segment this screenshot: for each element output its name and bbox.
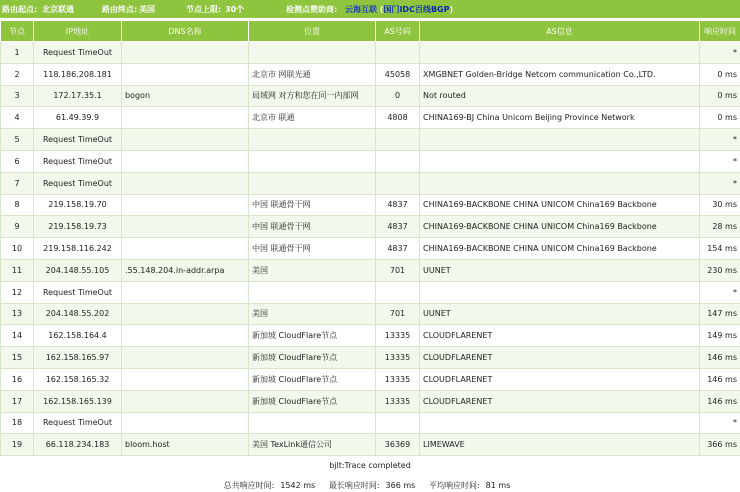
response-time-cell: 0 ms [700,85,740,107]
as-number-cell [376,281,420,303]
location-cell [249,172,376,194]
table-row [1,325,740,347]
table-header-row [1,21,740,42]
ip-cell: 219.158.116.242 [34,238,122,260]
ip-cell: 162.158.165.97 [34,347,122,369]
dns-cell [122,281,249,303]
location-cell: 中国 联通骨干网 [249,194,376,216]
table-row [1,172,740,194]
avg-time-label: 平均响应时间: [428,481,480,490]
hop-cell: 5 [1,129,34,151]
trace-status: bjlt:Trace completed [329,461,411,470]
location-cell: 新加坡 CloudFlare节点 [249,368,376,390]
max-time-value: 366 ms [385,481,416,490]
dns-cell [122,172,249,194]
sponsor-open: ( [379,5,384,14]
dns-cell: bogon [122,85,249,107]
ip-cell: 162.158.164.4 [34,325,122,347]
dns-cell [122,325,249,347]
ip-cell: 204.148.55.202 [34,303,122,325]
col-hop: 节点 [1,21,34,42]
hop-cell: 15 [1,347,34,369]
col-as-info: AS信息 [420,21,700,42]
dns-cell: .55.148.204.in-addr.arpa [122,259,249,281]
location-cell [249,42,376,64]
hop-cell: 12 [1,281,34,303]
as-number-cell: 4837 [376,216,420,238]
location-cell [249,129,376,151]
as-info-cell: CLOUDFLARENET [420,390,700,412]
table-row [1,412,740,434]
response-time-cell: 154 ms [700,238,740,260]
as-info-cell: XMGBNET Golden-Bridge Netcom communication Co.,LTD. [420,63,700,85]
hop-cell: 18 [1,412,34,434]
as-info-cell [420,172,700,194]
location-cell [249,281,376,303]
as-info-cell [420,281,700,303]
col-ip: IP地址 [34,21,122,42]
as-number-cell: 701 [376,259,420,281]
as-number-cell: 36369 [376,434,420,456]
dns-cell [122,390,249,412]
response-time-cell: 147 ms [700,303,740,325]
hop-cell: 2 [1,63,34,85]
dns-cell [122,194,249,216]
total-time-label: 总共响应时间: [223,481,275,490]
dns-cell [122,150,249,172]
as-info-cell [420,42,700,64]
hops-label: 节点上限: [186,5,222,14]
hop-cell: 13 [1,303,34,325]
origin-value: 北京联通 [42,5,74,14]
trace-table [0,20,740,456]
location-cell: 局域网 对方和您在同一内部网 [249,85,376,107]
sponsor-link[interactable]: 云海互联 [345,5,377,14]
col-response-time: 响应时间 [700,21,740,42]
location-cell: 新加坡 CloudFlare节点 [249,390,376,412]
table-row [1,85,740,107]
hop-cell: 1 [1,42,34,64]
location-cell: 中国 联通骨干网 [249,216,376,238]
dns-cell [122,303,249,325]
as-number-cell: 4837 [376,238,420,260]
as-info-cell: CHINA169-BACKBONE CHINA UNICOM China169 Backbone [420,216,700,238]
table-row [1,390,740,412]
hop-cell: 8 [1,194,34,216]
hop-cell: 3 [1,85,34,107]
dest-label: 路由终点: [102,5,138,14]
hop-cell: 7 [1,172,34,194]
ip-cell: 172.17.35.1 [34,85,122,107]
as-number-cell: 13335 [376,368,420,390]
ip-cell: 204.148.55.105 [34,259,122,281]
ip-cell: 219.158.19.73 [34,216,122,238]
hops-value: 30个 [225,5,245,14]
location-cell: 新加坡 CloudFlare节点 [249,325,376,347]
response-time-cell: * [700,129,740,151]
as-info-cell [420,412,700,434]
response-time-cell: 0 ms [700,63,740,85]
location-cell: 北京市 联通 [249,107,376,129]
sponsor-isp-link[interactable]: 国门IDC百线BGP [383,5,450,14]
dns-cell [122,107,249,129]
response-time-cell: * [700,281,740,303]
as-info-cell: CLOUDFLARENET [420,347,700,369]
hop-cell: 11 [1,259,34,281]
response-time-cell: 146 ms [700,390,740,412]
as-info-cell: CHINA169-BACKBONE CHINA UNICOM China169 Backbone [420,194,700,216]
response-time-cell: 0 ms [700,107,740,129]
col-as-number: AS号码 [376,21,420,42]
ip-cell: 118.186.208.181 [34,63,122,85]
as-info-cell: LIMEWAVE [420,434,700,456]
ip-cell: Request TimeOut [34,129,122,151]
as-number-cell: 45058 [376,63,420,85]
response-time-cell: 28 ms [700,216,740,238]
total-time-value: 1542 ms [280,481,316,490]
as-info-cell: Not routed [420,85,700,107]
location-cell: 中国 联通骨干网 [249,238,376,260]
ip-cell: Request TimeOut [34,281,122,303]
as-info-cell: CLOUDFLARENET [420,325,700,347]
as-number-cell: 13335 [376,390,420,412]
hop-cell: 4 [1,107,34,129]
response-time-cell: 146 ms [700,347,740,369]
col-location: 位置 [249,21,376,42]
col-dns: DNS名称 [122,21,249,42]
table-row [1,347,740,369]
dns-cell [122,347,249,369]
dns-cell: bloom.host [122,434,249,456]
as-info-cell: CHINA169-BJ China Unicom Beijing Province Network [420,107,700,129]
hop-cell: 6 [1,150,34,172]
as-info-cell: UUNET [420,303,700,325]
response-time-cell: 149 ms [700,325,740,347]
dns-cell [122,129,249,151]
table-row [1,434,740,456]
location-cell: 美国 TexLink通信公司 [249,434,376,456]
as-number-cell: 0 [376,85,420,107]
dns-cell [122,238,249,260]
table-row [1,216,740,238]
sponsor-text [345,4,453,15]
location-cell: 新加坡 CloudFlare节点 [249,347,376,369]
location-cell: 美国 [249,303,376,325]
hop-cell: 17 [1,390,34,412]
as-number-cell: 701 [376,303,420,325]
dns-cell [122,63,249,85]
sponsor-label: 检测点赞助商: [286,5,338,14]
response-time-cell: * [700,412,740,434]
avg-time-value: 81 ms [485,481,511,490]
ip-cell: Request TimeOut [34,172,122,194]
table-row [1,63,740,85]
table-row [1,150,740,172]
ip-cell: Request TimeOut [34,42,122,64]
as-info-cell: UUNET [420,259,700,281]
as-number-cell: 4837 [376,194,420,216]
dns-cell [122,216,249,238]
response-time-cell: 30 ms [700,194,740,216]
ip-cell: 61.49.39.9 [34,107,122,129]
table-body [1,42,740,456]
as-number-cell [376,412,420,434]
hop-cell: 14 [1,325,34,347]
location-cell: 美国 [249,259,376,281]
as-info-cell: CLOUDFLARENET [420,368,700,390]
as-number-cell: 13335 [376,325,420,347]
dest-value: 美国 [139,5,155,14]
table-row [1,238,740,260]
ip-cell: 219.158.19.70 [34,194,122,216]
table-row [1,303,740,325]
ip-cell: 66.118.234.183 [34,434,122,456]
response-time-cell: * [700,172,740,194]
ip-cell: Request TimeOut [34,150,122,172]
as-info-cell [420,129,700,151]
as-number-cell: 13335 [376,347,420,369]
table-row [1,259,740,281]
response-time-cell: 146 ms [700,368,740,390]
trace-info-bar [0,0,740,18]
trace-summary [0,480,740,492]
hop-cell: 10 [1,238,34,260]
as-number-cell [376,129,420,151]
as-number-cell [376,42,420,64]
as-info-cell: CHINA169-BACKBONE CHINA UNICOM China169 Backbone [420,238,700,260]
sponsor-close: ) [449,5,454,14]
dns-cell [122,412,249,434]
location-cell [249,150,376,172]
max-time-label: 最长响应时间: [328,481,380,490]
ip-cell: 162.158.165.32 [34,368,122,390]
hop-cell: 19 [1,434,34,456]
as-number-cell: 4808 [376,107,420,129]
table-row [1,368,740,390]
location-cell [249,412,376,434]
table-row [1,281,740,303]
response-time-cell: 230 ms [700,259,740,281]
table-row [1,194,740,216]
as-number-cell [376,172,420,194]
response-time-cell: * [700,150,740,172]
table-row [1,42,740,64]
response-time-cell: * [700,42,740,64]
table-row [1,129,740,151]
hop-cell: 9 [1,216,34,238]
table-row [1,107,740,129]
response-time-cell: 366 ms [700,434,740,456]
as-number-cell [376,150,420,172]
as-info-cell [420,150,700,172]
hop-cell: 16 [1,368,34,390]
dns-cell [122,368,249,390]
ip-cell: 162.158.165.139 [34,390,122,412]
dns-cell [122,42,249,64]
origin-label: 路由起点: [2,5,38,14]
ip-cell: Request TimeOut [34,412,122,434]
location-cell: 北京市 网联光通 [249,63,376,85]
